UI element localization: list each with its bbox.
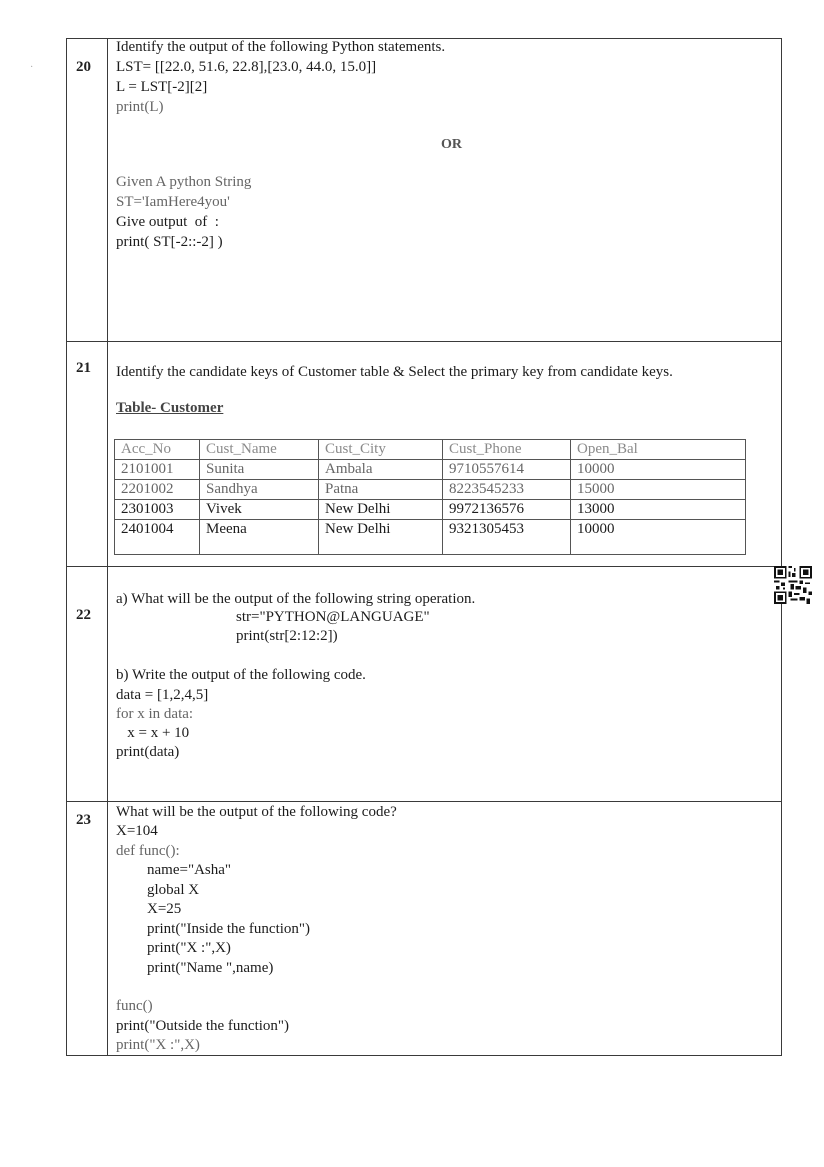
table-cell: Sunita bbox=[200, 460, 319, 480]
q20-line: Identify the output of the following Python statements. bbox=[116, 39, 446, 55]
q23-code-line: X=25 bbox=[147, 901, 182, 917]
table-cell: 13000 bbox=[571, 500, 746, 520]
question-number-22: 22 bbox=[76, 607, 91, 623]
column-divider bbox=[107, 38, 108, 1056]
header-acc-no: Acc_No bbox=[115, 440, 200, 460]
q23-code-line: func() bbox=[116, 998, 153, 1014]
table-cell: 10000 bbox=[571, 520, 746, 555]
header-cust-phone: Cust_Phone bbox=[443, 440, 571, 460]
question-number-20: 20 bbox=[76, 59, 91, 75]
q23-code-line: def func(): bbox=[116, 843, 180, 859]
right-border bbox=[781, 38, 782, 1056]
table-cell: 2201002 bbox=[115, 480, 200, 500]
q20-alt-line: Give output of : bbox=[116, 214, 219, 230]
table-cell: Meena bbox=[200, 520, 319, 555]
header-open-bal: Open_Bal bbox=[571, 440, 746, 460]
row-divider-22-23 bbox=[66, 801, 782, 802]
table-cell: 10000 bbox=[571, 460, 746, 480]
q21-question: Identify the candidate keys of Customer table & Select the primary key from candidate keys. bbox=[116, 364, 673, 380]
q22-part-b-code: print(data) bbox=[116, 744, 180, 760]
table-row bbox=[115, 520, 746, 555]
q20-alt-line: print( ST[-2::-2] ) bbox=[116, 234, 223, 250]
q23-code-line: print("Inside the function") bbox=[147, 921, 311, 937]
q20-alt-line: Given A python String bbox=[116, 174, 252, 190]
table-row bbox=[115, 480, 746, 500]
table-cell: Patna bbox=[319, 480, 443, 500]
or-label: OR bbox=[441, 137, 462, 152]
table-cell: 9321305453 bbox=[443, 520, 571, 555]
q23-code-line: name="Asha" bbox=[147, 862, 232, 878]
q20-line: LST= [[22.0, 51.6, 22.8],[23.0, 44.0, 15.0]] bbox=[116, 59, 377, 75]
q22-part-a: a) What will be the output of the following string operation. bbox=[116, 591, 476, 607]
table-cell: 9972136576 bbox=[443, 500, 571, 520]
q23-question: What will be the output of the following code? bbox=[116, 804, 397, 820]
table-cell: Vivek bbox=[200, 500, 319, 520]
table-cell: Ambala bbox=[319, 460, 443, 480]
q20-line: print(L) bbox=[116, 99, 164, 115]
table-row bbox=[115, 500, 746, 520]
row-divider-20-21 bbox=[66, 341, 782, 342]
table-row bbox=[115, 460, 746, 480]
q22-part-b-code: x = x + 10 bbox=[116, 725, 190, 741]
qr-code-icon bbox=[774, 566, 812, 604]
row-divider-21-22 bbox=[66, 566, 782, 567]
q23-code-line: print("Name ",name) bbox=[147, 960, 274, 976]
table-cell: 2401004 bbox=[115, 520, 200, 555]
q23-code-line: print("X :",X) bbox=[116, 1037, 200, 1053]
q23-code-line: X=104 bbox=[116, 823, 158, 839]
table-cell: 8223545233 bbox=[443, 480, 571, 500]
q22-part-b-code: data = [1,2,4,5] bbox=[116, 687, 209, 703]
q22-part-b-code: for x in data: bbox=[116, 706, 194, 722]
q20-alt-line: ST='IamHere4you' bbox=[116, 194, 230, 210]
table-cell: 2301003 bbox=[115, 500, 200, 520]
question-number-23: 23 bbox=[76, 812, 91, 828]
q20-line: L = LST[-2][2] bbox=[116, 79, 208, 95]
question-number-21: 21 bbox=[76, 360, 91, 376]
header-cust-name: Cust_Name bbox=[200, 440, 319, 460]
q23-code-line: print("X :",X) bbox=[147, 940, 231, 956]
q22-part-a-code: print(str[2:12:2]) bbox=[236, 628, 338, 644]
table-cell: 2101001 bbox=[115, 460, 200, 480]
header-cust-city: Cust_City bbox=[319, 440, 443, 460]
customer-table bbox=[114, 439, 746, 555]
left-border bbox=[66, 38, 67, 1056]
table-cell: New Delhi bbox=[319, 500, 443, 520]
table-cell: New Delhi bbox=[319, 520, 443, 555]
q22-part-b: b) Write the output of the following code. bbox=[116, 667, 366, 683]
margin-mark: · bbox=[30, 62, 34, 73]
table-cell: 9710557614 bbox=[443, 460, 571, 480]
table-cell: Sandhya bbox=[200, 480, 319, 500]
table-title: Table- Customer bbox=[116, 400, 224, 416]
table-header-row bbox=[115, 440, 746, 460]
q22-part-a-code: str="PYTHON@LANGUAGE" bbox=[236, 609, 430, 625]
table-cell: 15000 bbox=[571, 480, 746, 500]
q23-code-line: print("Outside the function") bbox=[116, 1018, 290, 1034]
q23-code-line: global X bbox=[147, 882, 200, 898]
